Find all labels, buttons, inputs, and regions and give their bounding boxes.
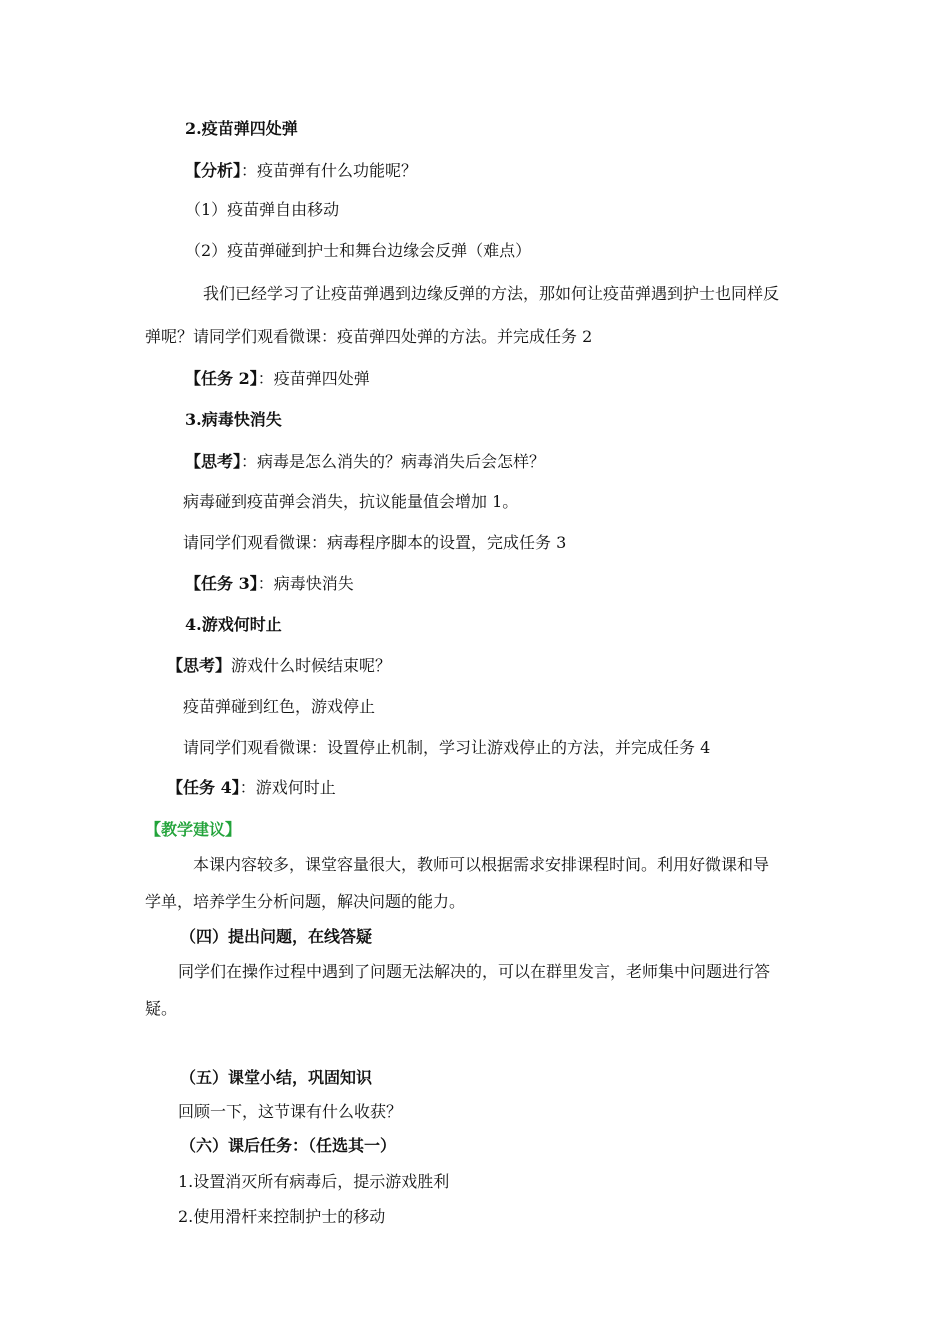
paragraph-line: 请同学们观看微课：设置停止机制，学习让游戏停止的方法，并完成任务 4 <box>183 738 711 757</box>
teaching-advice-heading: 【教学建议】 <box>145 820 242 839</box>
think-text: ：病毒是怎么消失的？病毒消失后会怎样？ <box>241 452 546 471</box>
list-item: 2.使用滑杆来控制护士的移动 <box>178 1207 386 1226</box>
task-tag: 【任务 4】 <box>167 778 240 797</box>
analysis-paragraph <box>185 161 417 181</box>
list-item: 1.设置消灭所有病毒后，提示游戏胜利 <box>178 1172 450 1191</box>
analysis-tag: 【分析】 <box>185 161 242 180</box>
task-4 <box>167 778 336 798</box>
list-item: （2）疫苗弹碰到护士和舞台边缘会反弹（难点） <box>185 241 532 260</box>
think-tag: 【思考】 <box>167 656 232 675</box>
think-tag: 【思考】 <box>185 452 242 471</box>
task-3 <box>185 574 354 594</box>
section-heading-stop: 4.游戏何时止 <box>185 615 282 634</box>
task-tag: 【任务 3】 <box>185 574 258 593</box>
paragraph-line: 疑。 <box>145 999 178 1018</box>
think-paragraph <box>167 656 391 676</box>
section-heading-four: （四）提出问题，在线答疑 <box>180 927 373 946</box>
task-text: ：病毒快消失 <box>257 574 354 593</box>
think-paragraph <box>185 452 545 472</box>
paragraph-line: 病毒碰到疫苗弹会消失，抗议能量值会增加 1。 <box>183 492 519 511</box>
analysis-text: ：疫苗弹有什么功能呢？ <box>241 161 418 180</box>
paragraph-line: 请同学们观看微课：病毒程序脚本的设置，完成任务 3 <box>183 533 567 552</box>
paragraph-line: 我们已经学习了让疫苗弹遇到边缘反弹的方法，那如何让疫苗弹遇到护士也同样反 <box>203 284 780 303</box>
section-heading-six: （六）课后任务：（任选其一） <box>180 1136 397 1155</box>
paragraph-line: 回顾一下，这节课有什么收获？ <box>178 1102 403 1121</box>
think-text: 游戏什么时候结束呢？ <box>231 656 392 675</box>
paragraph-line: 本课内容较多，课堂容量很大，教师可以根据需求安排课程时间。利用好微课和导 <box>193 855 770 874</box>
task-text: ：疫苗弹四处弹 <box>257 369 370 388</box>
paragraph-line: 同学们在操作过程中遇到了问题无法解决的，可以在群里发言，老师集中问题进行答 <box>178 962 771 981</box>
section-heading-five: （五）课堂小结，巩固知识 <box>180 1068 373 1087</box>
task-2 <box>185 369 370 389</box>
section-heading-vaccine: 2.疫苗弹四处弹 <box>185 119 298 138</box>
task-text: ：游戏何时止 <box>239 778 336 797</box>
task-tag: 【任务 2】 <box>185 369 258 388</box>
list-item: （1）疫苗弹自由移动 <box>185 200 340 219</box>
section-heading-virus: 3.病毒快消失 <box>185 410 282 429</box>
paragraph-line: 学单，培养学生分析问题，解决问题的能力。 <box>145 892 466 911</box>
paragraph-line: 疫苗弹碰到红色，游戏停止 <box>183 697 376 716</box>
paragraph-line: 弹呢？请同学们观看微课：疫苗弹四处弹的方法。并完成任务 2 <box>145 327 593 346</box>
